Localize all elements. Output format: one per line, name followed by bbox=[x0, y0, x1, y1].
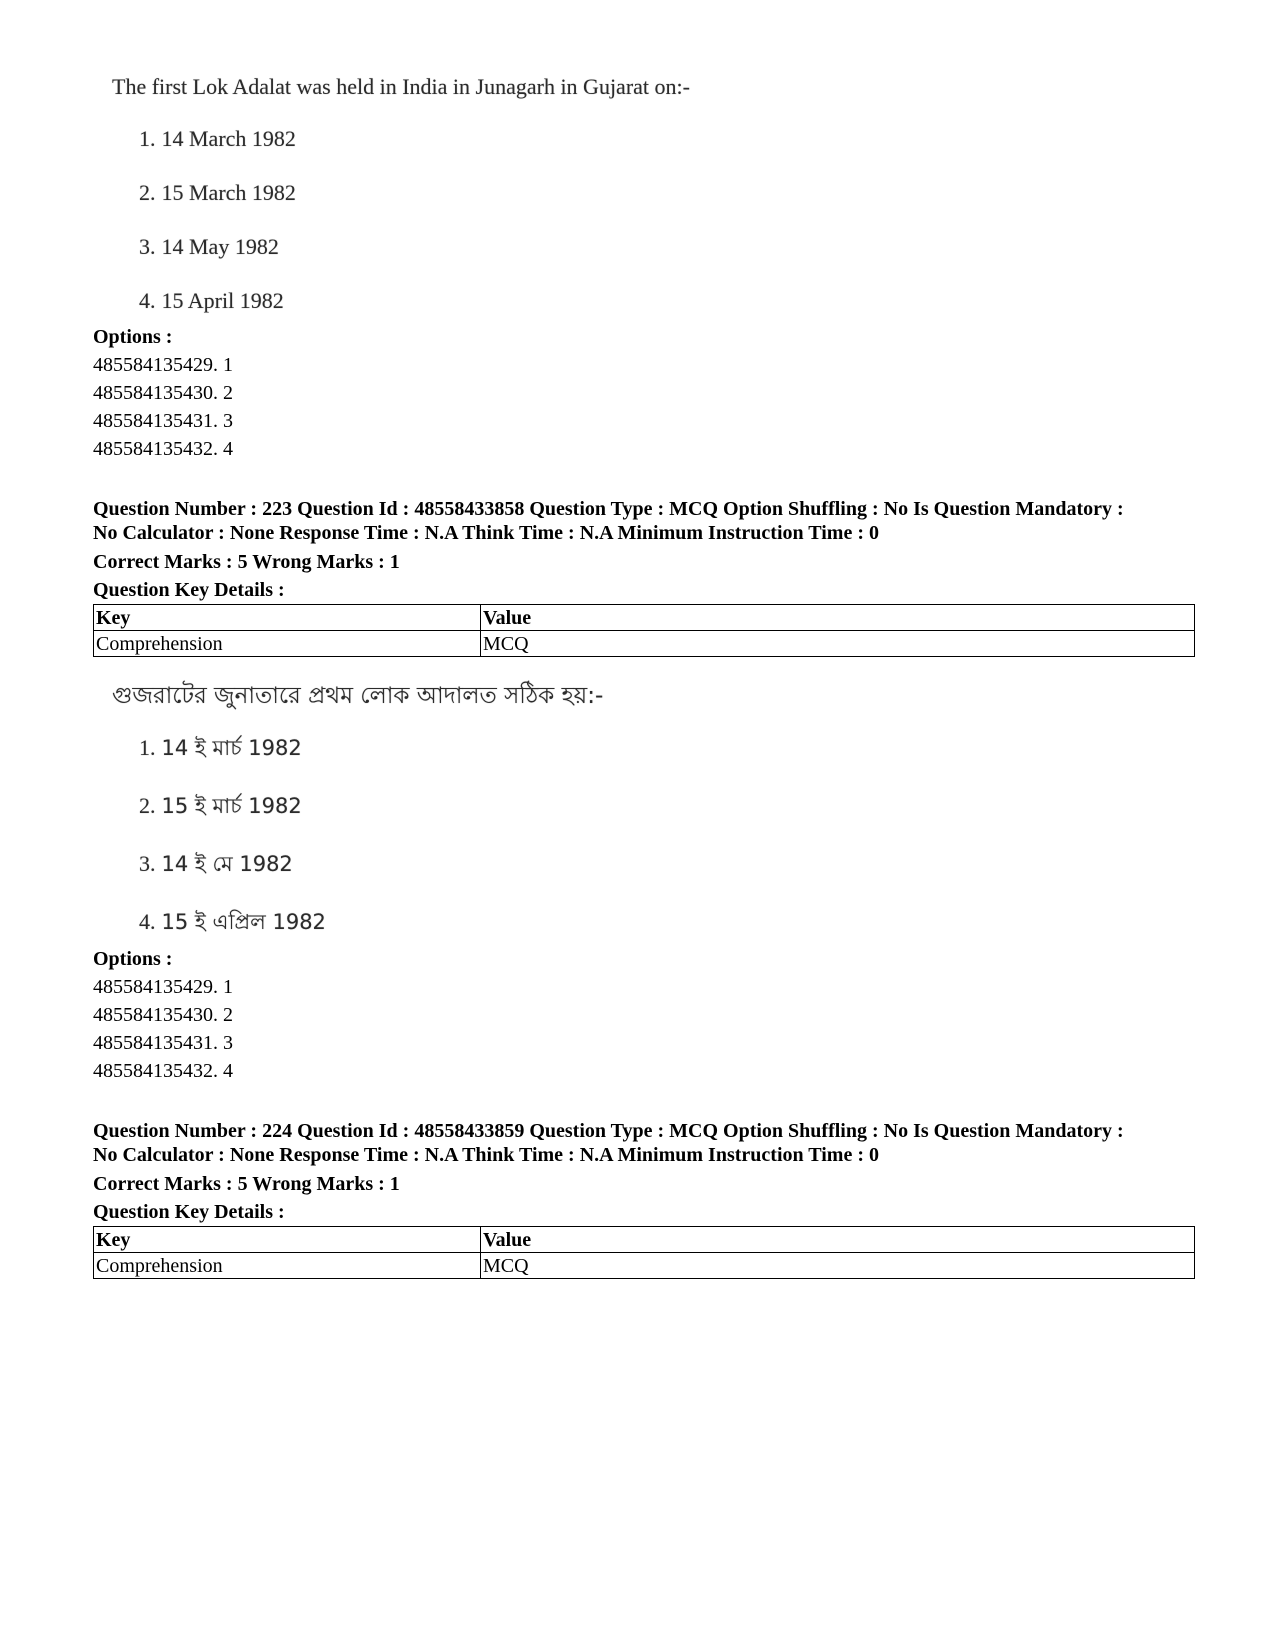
option-id: 485584135430. 2 bbox=[93, 1004, 233, 1026]
meta-line: Question Number : 223 Question Id : 48558433858 Question Type : MCQ Option Shuffling : No Is Question Mandatory : bbox=[93, 498, 1124, 520]
table-header-cell: Value bbox=[481, 605, 1195, 631]
question-stem: গুজরাটের জুনাতারে প্রথম লোক আদালত সঠিক হয়:- bbox=[112, 683, 604, 709]
question-stem: The first Lok Adalat was held in India in Junagarh in Gujarat on:- bbox=[112, 74, 690, 99]
table-cell: Comprehension bbox=[94, 631, 481, 657]
option-id: 485584135432. 4 bbox=[93, 438, 233, 460]
marks-line: Correct Marks : 5 Wrong Marks : 1 bbox=[93, 551, 400, 573]
choice-list bbox=[112, 124, 690, 340]
table-row bbox=[94, 1253, 1195, 1279]
choice-item: 2. 15 March 1982 bbox=[139, 180, 296, 205]
key-details-table bbox=[93, 604, 1195, 657]
choice-item: 3. 14 May 1982 bbox=[139, 234, 279, 259]
question-meta bbox=[93, 497, 1193, 604]
option-id: 485584135429. 1 bbox=[93, 976, 233, 998]
question-image-bengali bbox=[112, 681, 603, 965]
option-id: 485584135430. 2 bbox=[93, 382, 233, 404]
meta-line: Question Number : 224 Question Id : 48558433859 Question Type : MCQ Option Shuffling : No Is Question Mandatory : bbox=[93, 1120, 1124, 1142]
table-header-cell: Value bbox=[481, 1227, 1195, 1253]
options-block bbox=[93, 323, 233, 463]
table-header-cell: Key bbox=[94, 605, 481, 631]
choice-item: 1. 14 March 1982 bbox=[139, 126, 296, 151]
option-id: 485584135431. 3 bbox=[93, 1032, 233, 1054]
table-cell: MCQ bbox=[481, 631, 1195, 657]
choice-item: 4. 15 April 1982 bbox=[139, 288, 284, 313]
choice-item: 2. 15 ই মার্চ 1982 bbox=[139, 793, 302, 818]
key-details-table bbox=[93, 1226, 1195, 1279]
table-header-cell: Key bbox=[94, 1227, 481, 1253]
table-cell: MCQ bbox=[481, 1253, 1195, 1279]
option-id: 485584135431. 3 bbox=[93, 410, 233, 432]
marks-line: Correct Marks : 5 Wrong Marks : 1 bbox=[93, 1173, 400, 1195]
choice-item: 1. 14 ই মার্চ 1982 bbox=[139, 735, 302, 760]
key-details-label: Question Key Details : bbox=[93, 1201, 285, 1223]
options-label: Options : bbox=[93, 326, 173, 348]
meta-line: No Calculator : None Response Time : N.A Think Time : N.A Minimum Instruction Time : 0 bbox=[93, 1144, 879, 1166]
table-cell: Comprehension bbox=[94, 1253, 481, 1279]
key-details-label: Question Key Details : bbox=[93, 579, 285, 601]
question-image-english bbox=[112, 72, 690, 340]
table-header-row bbox=[94, 1227, 1195, 1253]
meta-line: No Calculator : None Response Time : N.A Think Time : N.A Minimum Instruction Time : 0 bbox=[93, 522, 879, 544]
choice-item: 3. 14 ই মে 1982 bbox=[139, 851, 293, 876]
table-row bbox=[94, 631, 1195, 657]
table-header-row bbox=[94, 605, 1195, 631]
option-id: 485584135432. 4 bbox=[93, 1060, 233, 1082]
options-block bbox=[93, 945, 233, 1085]
choice-item: 4. 15 ই এপ্রিল 1982 bbox=[139, 909, 326, 934]
option-id: 485584135429. 1 bbox=[93, 354, 233, 376]
options-label: Options : bbox=[93, 948, 173, 970]
choice-list bbox=[112, 733, 603, 965]
question-meta bbox=[93, 1119, 1193, 1226]
